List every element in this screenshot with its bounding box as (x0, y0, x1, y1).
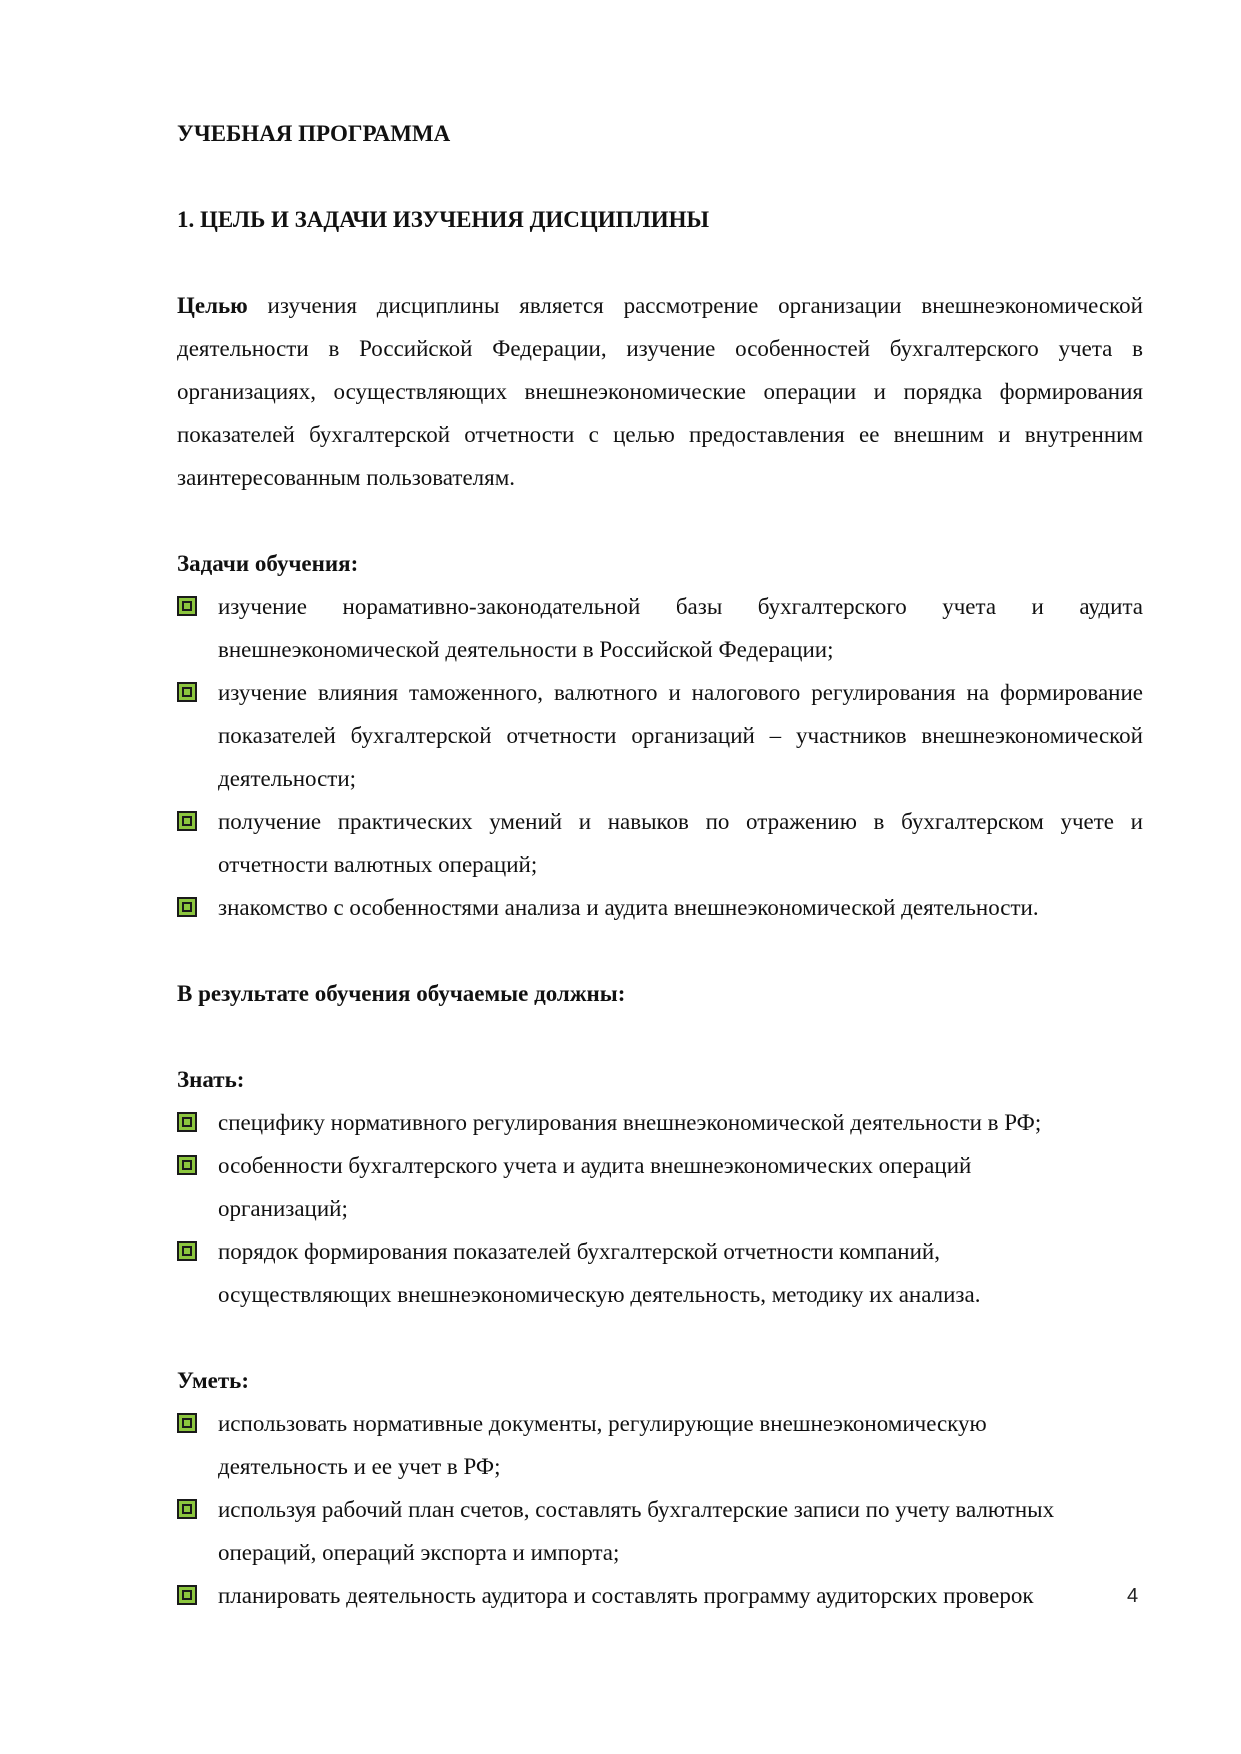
goal-text: изучения дисциплины является рассмотрение организации внешнеэкономической деятельности в Российской Федерации, изучение особенностей бухгалтерского учета в организациях, осуществляющих внешнеэкономические операции и порядка формирования показателей бухгалтерской отчетности с целью предоставления ее внешним и внутренним заинтересованным пользователям. (177, 293, 1143, 490)
list-item-text: изучение норамативно-законодательной базы бухгалтерского учета и аудита внешнеэкономической деятельности в Российской Федерации; (218, 594, 1143, 662)
list-item (177, 800, 1143, 886)
list-item (177, 671, 1143, 800)
document-content (177, 112, 1143, 1617)
list-item (177, 1488, 1143, 1574)
square-bullet-icon (177, 1241, 197, 1261)
list-item (177, 1144, 1143, 1230)
list-item-text: специфику нормативного регулирования внешнеэкономической деятельности в РФ; (218, 1110, 1042, 1135)
list-item (177, 1101, 1143, 1144)
be-able-heading: Уметь: (177, 1368, 249, 1393)
know-list (177, 1101, 1143, 1316)
square-bullet-icon (177, 1413, 197, 1433)
list-item-text: изучение влияния таможенного, валютного и налогового регулирования на формирование показателей бухгалтерской отчетности организаций – участников внешнеэкономической деятельности; (218, 680, 1143, 791)
document-title: УЧЕБНАЯ ПРОГРАММА (177, 121, 451, 146)
square-bullet-icon (177, 1155, 197, 1175)
list-item (177, 585, 1143, 671)
list-item (177, 886, 1143, 929)
list-item-text: порядок формирования показателей бухгалтерской отчетности компаний, осуществляющих внешнеэкономическую деятельность, методику их анализа. (218, 1239, 981, 1307)
square-bullet-icon (177, 1585, 197, 1605)
list-item-text: используя рабочий план счетов, составлять бухгалтерские записи по учету валютных операций, операций экспорта и импорта; (218, 1497, 1055, 1565)
results-heading: В результате обучения обучаемые должны: (177, 981, 626, 1006)
section-heading: 1. ЦЕЛЬ И ЗАДАЧИ ИЗУЧЕНИЯ ДИСЦИПЛИНЫ (177, 207, 710, 232)
goal-paragraph (177, 284, 1143, 499)
list-item (177, 1402, 1143, 1488)
know-heading: Знать: (177, 1067, 245, 1092)
list-item-text: особенности бухгалтерского учета и аудита внешнеэкономических операций организаций; (218, 1153, 972, 1221)
list-item (177, 1230, 1143, 1316)
list-item-text: получение практических умений и навыков по отражению в бухгалтерском учете и отчетности валютных операций; (218, 809, 1143, 877)
list-item (177, 1574, 1143, 1617)
list-item-text: планировать деятельность аудитора и составлять программу аудиторских проверок (218, 1583, 1034, 1608)
square-bullet-icon (177, 682, 197, 702)
list-item-text: использовать нормативные документы, регулирующие внешнеэкономическую деятельность и ее учет в РФ; (218, 1411, 987, 1479)
square-bullet-icon (177, 1499, 197, 1519)
square-bullet-icon (177, 1112, 197, 1132)
be-able-list (177, 1402, 1143, 1617)
square-bullet-icon (177, 897, 197, 917)
list-item-text: знакомство с особенностями анализа и аудита внешнеэкономической деятельности. (218, 895, 1039, 920)
page-number: 4 (1127, 1585, 1139, 1607)
square-bullet-icon (177, 596, 197, 616)
tasks-heading: Задачи обучения: (177, 551, 359, 576)
goal-lead: Целью (177, 293, 248, 318)
tasks-list (177, 585, 1143, 929)
square-bullet-icon (177, 811, 197, 831)
